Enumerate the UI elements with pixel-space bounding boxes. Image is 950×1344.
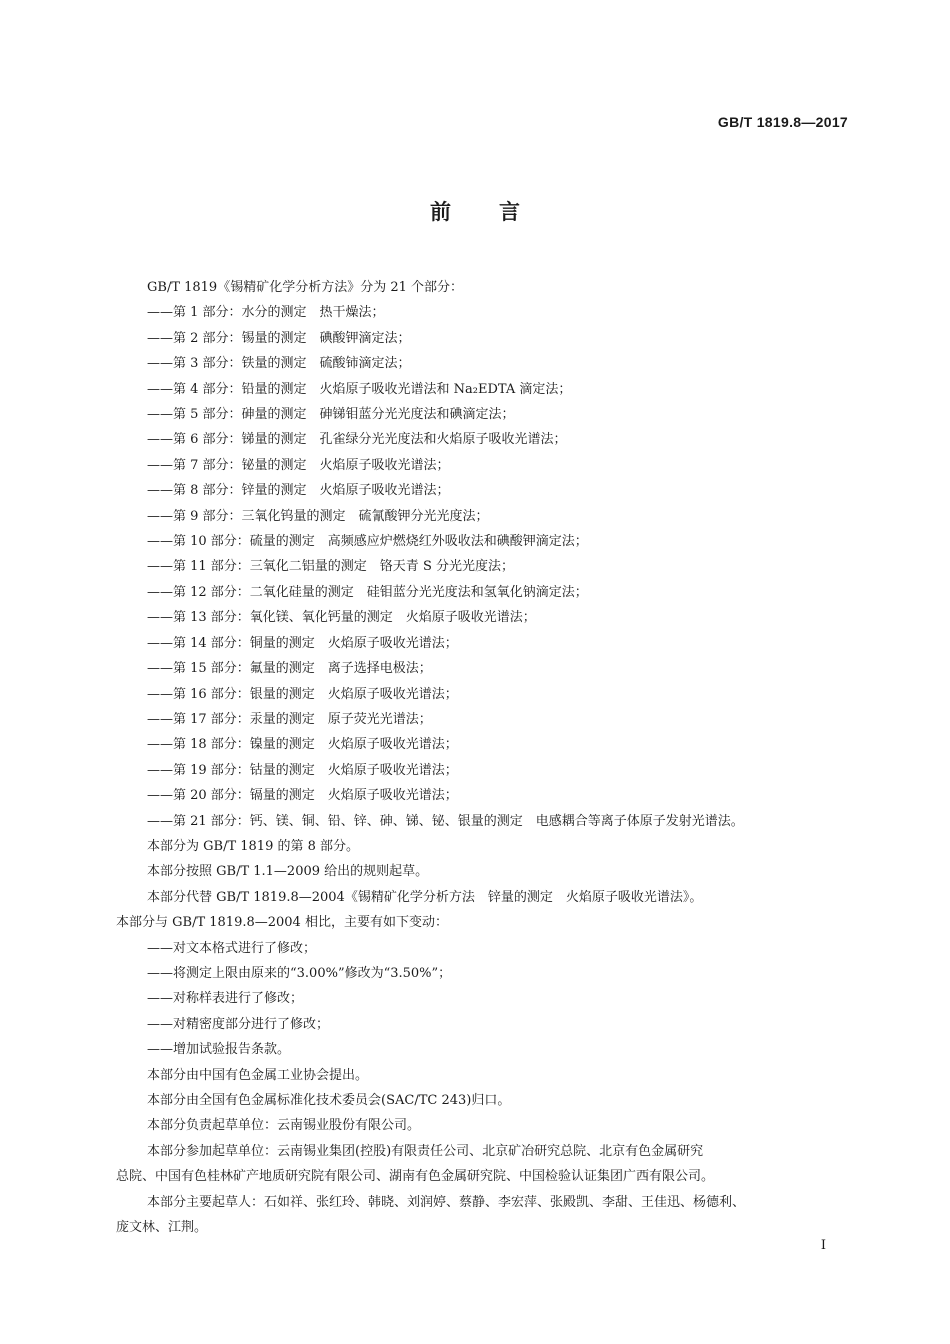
part-item: ——第 14 部分：铜量的测定 火焰原子吸收光谱法； xyxy=(147,635,458,651)
drafters-continued: 庞文林、江荆。 xyxy=(116,1220,208,1236)
standard-code-header: GB/T 1819.8—2017 xyxy=(717,114,848,130)
part-item: ——第 13 部分：氧化镁、氧化钙量的测定 火焰原子吸收光谱法； xyxy=(147,610,536,626)
part-item: ——第 11 部分：三氧化二铝量的测定 铬天青 S 分光光度法； xyxy=(147,559,514,575)
part-item: ——第 20 部分：镉量的测定 火焰原子吸收光谱法； xyxy=(147,788,458,804)
page-title: 前言 xyxy=(430,200,568,224)
replaces-statement: 本部分代替 GB/T 1819.8—2004《锡精矿化学分析方法 锌量的测定 火焰原子吸收光谱法》。 xyxy=(147,889,703,905)
part-item: ——第 15 部分：氟量的测定 离子选择电极法； xyxy=(147,661,432,677)
change-item: ——对称样表进行了修改； xyxy=(147,991,304,1007)
change-item: ——对文本格式进行了修改； xyxy=(147,940,317,956)
part-item: ——第 5 部分：砷量的测定 砷锑钼蓝分光光度法和碘滴定法； xyxy=(147,407,515,423)
comparison-statement: 本部分与 GB/T 1819.8—2004 相比，主要有如下变动： xyxy=(116,915,448,931)
proposed-by-statement: 本部分由中国有色金属工业协会提出。 xyxy=(147,1067,369,1083)
part-item: ——第 3 部分：铁量的测定 硫酸铈滴定法； xyxy=(147,356,411,372)
part-of-statement: 本部分为 GB/T 1819 的第 8 部分。 xyxy=(147,838,360,854)
part-item: ——第 18 部分：镍量的测定 火焰原子吸收光谱法； xyxy=(147,737,458,753)
part-item: ——第 9 部分：三氧化钨量的测定 硫氰酸钾分光光度法； xyxy=(147,508,489,524)
part-item: ——第 19 部分：钴量的测定 火焰原子吸收光谱法； xyxy=(147,762,458,778)
change-item: ——对精密度部分进行了修改； xyxy=(147,1016,330,1032)
participants-statement: 本部分参加起草单位：云南锡业集团(控股)有限责任公司、北京矿冶研究总院、北京有色金属研究 xyxy=(147,1143,704,1159)
part-item: ——第 1 部分：水分的测定 热干燥法； xyxy=(147,305,385,321)
participants-continued: 总院、中国有色桂林矿产地质研究院有限公司、湖南有色金属研究院、中国检验认证集团广西有限公司。 xyxy=(116,1169,715,1185)
part-item: ——第 17 部分：汞量的测定 原子荧光光谱法； xyxy=(147,711,432,727)
drafting-unit-statement: 本部分负责起草单位：云南锡业股份有限公司。 xyxy=(147,1118,421,1134)
parts-list xyxy=(116,300,852,834)
drafters-statement: 本部分主要起草人：石如祥、张红玲、韩晓、刘润婷、蔡静、李宏萍、张殿凯、李甜、王佳迅、杨德利、 xyxy=(147,1194,746,1210)
document-body xyxy=(116,275,852,1240)
part-item: ——第 6 部分：锑量的测定 孔雀绿分光光度法和火焰原子吸收光谱法； xyxy=(147,432,567,448)
change-item: ——将测定上限由原来的“3.00%”修改为“3.50%”； xyxy=(147,965,452,981)
part-item: ——第 4 部分：铅量的测定 火焰原子吸收光谱法和 Na₂EDTA 滴定法； xyxy=(147,381,572,397)
changes-list xyxy=(116,936,852,1063)
managed-by-statement: 本部分由全国有色金属标准化技术委员会(SAC/TC 243)归口。 xyxy=(147,1093,511,1108)
part-item: ——第 21 部分：钙、镁、铜、铅、锌、砷、锑、铋、银量的测定 电感耦合等离子体原子发射光谱法。 xyxy=(147,813,744,829)
part-item: ——第 7 部分：铋量的测定 火焰原子吸收光谱法； xyxy=(147,457,450,473)
change-item: ——增加试验报告条款。 xyxy=(147,1042,291,1058)
part-item: ——第 10 部分：硫量的测定 高频感应炉燃烧红外吸收法和碘酸钾滴定法； xyxy=(147,534,588,550)
part-item: ——第 8 部分：锌量的测定 火焰原子吸收光谱法； xyxy=(147,483,450,499)
part-item: ——第 2 部分：锡量的测定 碘酸钾滴定法； xyxy=(147,330,411,346)
drafting-rules-statement: 本部分按照 GB/T 1.1—2009 给出的规则起草。 xyxy=(147,864,429,880)
part-item: ——第 12 部分：二氧化硅量的测定 硅钼蓝分光光度法和氢氧化钠滴定法； xyxy=(147,584,588,600)
intro-paragraph: GB/T 1819《锡精矿化学分析方法》分为 21 个部分： xyxy=(147,280,464,295)
part-item: ——第 16 部分：银量的测定 火焰原子吸收光谱法； xyxy=(147,686,458,702)
page-number: I xyxy=(820,1238,826,1253)
